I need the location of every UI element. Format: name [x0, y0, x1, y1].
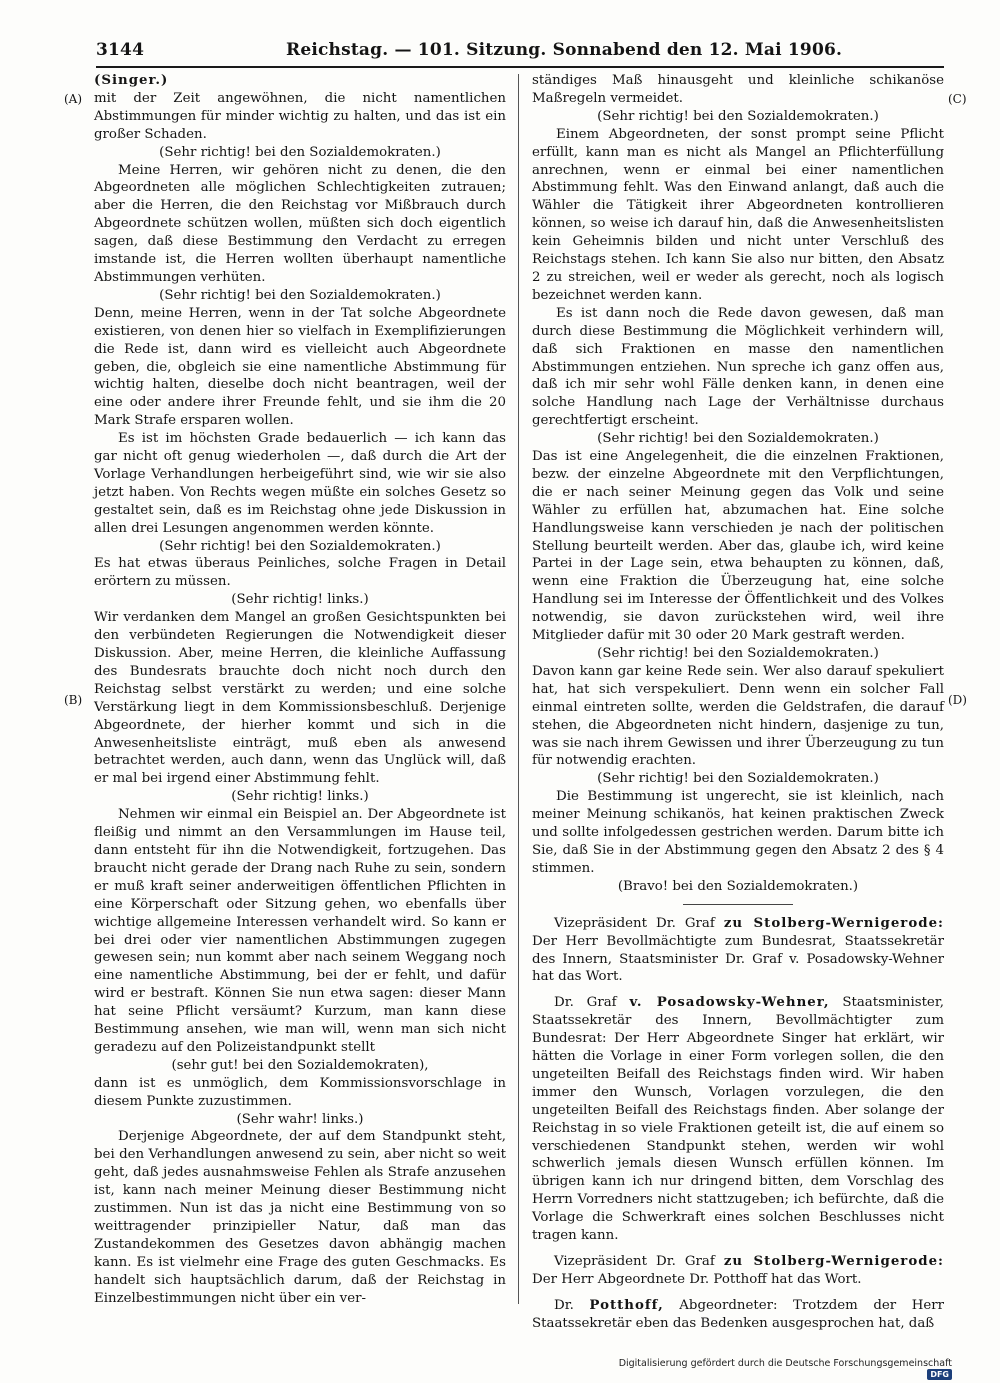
interjection: (Sehr richtig! bei den Sozialdemokraten.) [597, 108, 879, 124]
header-rule [96, 66, 944, 68]
speaker-name: Potthoff, [589, 1296, 664, 1313]
paragraph: Das ist eine Angelegenheit, die die einzelnen Fraktionen, bezw. der einzelne Abgeordnete mit den Verpflichtungen, die er nach seiner Meinung gegen das Volk und seine Wähler zu erfüllen hat, abzumachen hat. Eine solche Handlungsweise kann verschieden je nach der politischen Stellung beurteilt werden. Aber das, glaube ich, wird keine Partei in der Lage sein, etwa behaupten zu können, daß, wenn eine Fraktion die Überzeugung hat, eine solche Handlung sei im Interesse der Öffentlichkeit und des Volkes notwendig, sie davon zurückstehen wird, weil ihre Mitglieder dafür mit 30 oder 20 Mark gestraft werden. [532, 449, 944, 644]
paragraph: Meine Herren, wir gehören nicht zu denen, die den Abgeordneten alle möglichen Schlechtigkeiten zutrauen; aber die Herren, die den Reichstag vor Mißbrauch durch Abgeordnete schützen wollen, müßten sich doch eigentlich sagen, daß diese Bestimmung den Verdacht zu erregen imstande ist, die Herren wollten überhaupt namentliche Abstimmungen verhüten. [94, 162, 506, 285]
margin-mark-d: (D) [948, 693, 967, 707]
page-number: 3144 [96, 40, 145, 60]
interjection: (sehr gut! bei den Sozialdemokraten), [171, 1057, 429, 1073]
spacer [532, 1245, 944, 1253]
paragraph: Es hat etwas überaus Peinliches, solche Fragen in Detail erörtern zu müssen. [94, 556, 506, 590]
speaker-name: v. Posadowsky-Wehner, [629, 994, 830, 1011]
interjection: (Sehr richtig! links.) [231, 789, 369, 805]
spacer [532, 986, 944, 994]
paragraph: Davon kann gar keine Rede sein. Wer also darauf spekuliert hat, hat sich verspekuliert. Denn wenn ein solcher Fall einmal eintreten sollte, werden die Geldstrafen, die darauf stehen, die Abgeordneten nicht hindern, dasjenige zu tun, was sie nach ihrem Gewissen und ihrer Überzeugung zu tun für notwendig erachten. [532, 663, 944, 769]
interjection: (Bravo! bei den Sozialdemokraten.) [617, 878, 859, 894]
margin-mark-c: (C) [948, 92, 967, 106]
column-divider [518, 74, 519, 1304]
speaker-title: Dr. [554, 1297, 574, 1313]
left-column [94, 72, 506, 1317]
speech-text: Abgeordneter: Trotzdem der Herr Staatssekretär eben das Bedenken ausgesprochen hat, daß [532, 1297, 945, 1331]
right-column [532, 72, 945, 1331]
chair-text: Der Herr Bevollmächtigte zum Bundesrat, Staatssekretär des Innern, Staatsminister Dr. Graf v. Posadowsky-Wehner hat das Wort. [532, 933, 944, 985]
margin-mark-a: (A) [64, 92, 83, 106]
page-header [96, 40, 944, 64]
paragraph: Nehmen wir einmal ein Beispiel an. Der Abgeordnete ist fleißig und nimmt an den Versammlungen im Hause teil, dann entsteht für ihn die Notwendigkeit, fortzugehen. Das braucht nicht gerade der Drang nach Ruhe zu sein, sondern er muß kraft seiner anderweitigen öffentlichen Pflichten in eine Körperschaft oder Sitzung gehen, wo ebenfalls über wichtige allgemeine Interessen verhandelt wird. So kann er bei drei oder vier namentlichen Abstimmungen zugegen gewesen sein; nun kommt aber nach seinem Weggang noch eine namentliche Abstimmung, bei der er fehlt, und dafür wird er bestraft. Können Sie nun etwa sagen: dieser Mann hat seine Pflicht versäumt? Kurzum, man kann diese Bestimmung ansehen, wie man will, wenn man sich nicht geradezu auf den Polizeistandpunkt stellt [94, 807, 506, 1055]
interjection: (Sehr wahr! links.) [236, 1111, 364, 1127]
margin-mark-b: (B) [64, 693, 83, 707]
interjection: (Sehr richtig! links.) [231, 592, 369, 608]
speech-text: Staatsminister, Staatssekretär des Innern, Bevollmächtigter zum Bundesrat: Der Herr Abgeordnete Singer hat erklärt, wir hätten die Vorlage in einer Form vorlegen sollen, die den ungeteilten Beifall des Reichstags finden wird. Wir haben immer den Wunsch, Vorlagen vorzulegen, die den ungeteilten Beifall des Reichstags finden. Aber solange der Reichstag in so viele Fraktionen geteilt ist, die auf einem so verschiedenen Standpunkt stehen, werden wir wohl schwerlich jemals diesen Wunsch erfüllen können. Im übrigen kann ich nur dringend bitten, dem Vorschlag des Herrn Vorredners nicht stattzugeben; ich befürchte, daß die Vorlage die Schwerkraft eines solchen Beschlusses nicht tragen kann. [532, 995, 944, 1244]
speech-potthoff [532, 1297, 944, 1333]
paragraph: Einem Abgeordneten, der sonst prompt seine Pflicht erfüllt, kann man es nicht als Mangel an Pflichterfüllung anrechnen, wenn er einmal bei einer namentlichen Abstimmung fehlt. Was den Einwand anlangt, daß auch die Wähler die Tätigkeit ihrer Abgeordneten kontrollieren können, so weise ich darauf hin, daß die Anwesenheitslisten kein Geheimnis bilden und nicht unter Verschluß des Reichstags stehen. Ich kann Sie also nur bitten, den Absatz 2 zu streichen, weil er weder als gerecht, noch als logisch bezeichnet werden kann. [532, 126, 944, 303]
paragraph: mit der Zeit angewöhnen, die nicht namentlichen Abstimmungen für minder wichtig zu halten, und das ist ein großer Schaden. [94, 90, 506, 142]
chair-statement [532, 1253, 944, 1289]
dfg-logo-icon: DFG [927, 1369, 952, 1380]
chair-role: Vizepräsident Dr. Graf [554, 1254, 715, 1269]
funding-footer [612, 1358, 952, 1379]
interjection: (Sehr richtig! bei den Sozialdemokraten.) [597, 646, 879, 661]
speech-posadowsky [532, 994, 944, 1245]
spacer [532, 1289, 944, 1297]
interjection: (Sehr richtig! bei den Sozialdemokraten.) [597, 771, 879, 787]
paragraph: Es ist dann noch die Rede davon gewesen, daß man durch diese Bestimmung die Möglichkeit verhindern will, daß sich Fraktionen en masse den namentlichen Abstimmungen entziehen. Nun spreche ich ganz offen aus, daß ich mir sehr wohl Fälle denken kann, in denen eine solche Handlung nach Lage der Verhältnisse durchaus gerechtfertigt erscheint. [532, 305, 944, 429]
speaker-title: Dr. Graf [554, 995, 617, 1011]
interjection: (Sehr richtig! bei den Sozialdemokraten.) [159, 287, 441, 303]
chair-statement [532, 915, 944, 987]
paragraph: dann ist es unmöglich, dem Kommissionsvorschlage in diesem Punkte zuzustimmen. [94, 1075, 506, 1109]
paragraph: Es ist im höchsten Grade bedauerlich — ich kann das gar nicht oft genug wiederholen —, daß durch die Art der Vorlage Verhandlungen herbeigeführt sind, wie wir sie also jetzt haben. Von Rechts wegen müßte ein solches Gesetz so gestaltet sein, daß es im Reichstag ohne jede Diskussion in allen drei Lesungen angenommen werden könnte. [94, 431, 506, 536]
chair-name: zu Stolberg-Wernigerode: [723, 1253, 944, 1269]
chair-name: zu Stolberg-Wernigerode: [723, 914, 944, 931]
paragraph: Die Bestimmung ist ungerecht, sie ist kleinlich, nach meiner Meinung schikanös, hat keinen praktischen Zweck und sollte infolgedessen gestrichen werden. Darum bitte ich Sie, daß Sie in der Abstimmung gegen den Absatz 2 des § 4 stimmen. [532, 789, 944, 876]
interjection: (Sehr richtig! bei den Sozialdemokraten.) [597, 431, 879, 447]
paragraph: Derjenige Abgeordnete, der auf dem Standpunkt steht, bei den Verhandlungen anwesend zu sein, aber nicht so weit geht, daß jedes ausnahmsweise Fehlen als Strafe anzusehen ist, kann nach meiner Meinung dieser Bestimmung nicht zustimmen. Nun ist das ja nicht eine Bestimmung von so weittragender prinzipieller Natur, daß man das Zustandekommen des Gesetzes davon abhängig machen kann. Es ist vielmehr eine Frage des guten Geschmacks. Es handelt sich hauptsächlich darum, daß der Reichstag in Einzelbestimmungen nicht über ein ver- [94, 1129, 506, 1306]
chair-text: Der Herr Abgeordnete Dr. Potthoff hat das Wort. [532, 1271, 862, 1287]
paragraph: ständiges Maß hinausgeht und kleinliche schikanöse Maßregeln vermeidet. [532, 73, 944, 106]
chair-role: Vizepräsident Dr. Graf [554, 915, 715, 931]
interjection: (Sehr richtig! bei den Sozialdemokraten.) [159, 144, 441, 160]
speaker-heading: (Singer.) [94, 72, 169, 88]
section-separator [683, 904, 793, 905]
interjection: (Sehr richtig! bei den Sozialdemokraten.) [159, 538, 441, 554]
paragraph: Denn, meine Herren, wenn in der Tat solche Abgeordnete existieren, von denen hier so vielfach in Exemplifizierungen die Rede ist, dann wird es vielleicht auch Abgeordnete geben, die, obgleich sie eine namentliche Abstimmung für wichtig halten, dieselbe doch nicht beantragen, weil der eine oder andere ihrer Freunde fehlt, und sie ihm die 20 Mark Strafe ersparen wollen. [94, 305, 506, 429]
paragraph: Wir verdanken dem Mangel an großen Gesichtspunkten bei den verbündeten Regierungen die Notwendigkeit dieser Diskussion. Aber, meine Herren, die kleinliche Auffassung des Bundesrats brauchte doch nicht noch durch den Reichstag selbst verstärkt zu werden; und eine solche Verstärkung liegt in dem Kommissionsbeschluß. Derjenige Abgeordnete, der hierher kommt und sich in die Anwesenheitsliste einträgt, muß eben als anwesend betrachtet werden, auch dann, wenn das Unglück will, daß er mal bei irgend einer Abstimmung fehlt. [94, 610, 506, 787]
footer-text: Digitalisierung gefördert durch die Deutsche Forschungsgemeinschaft [618, 1358, 952, 1369]
page-title: Reichstag. — 101. Sitzung. Sonnabend den 12. Mai 1906. [286, 40, 843, 60]
